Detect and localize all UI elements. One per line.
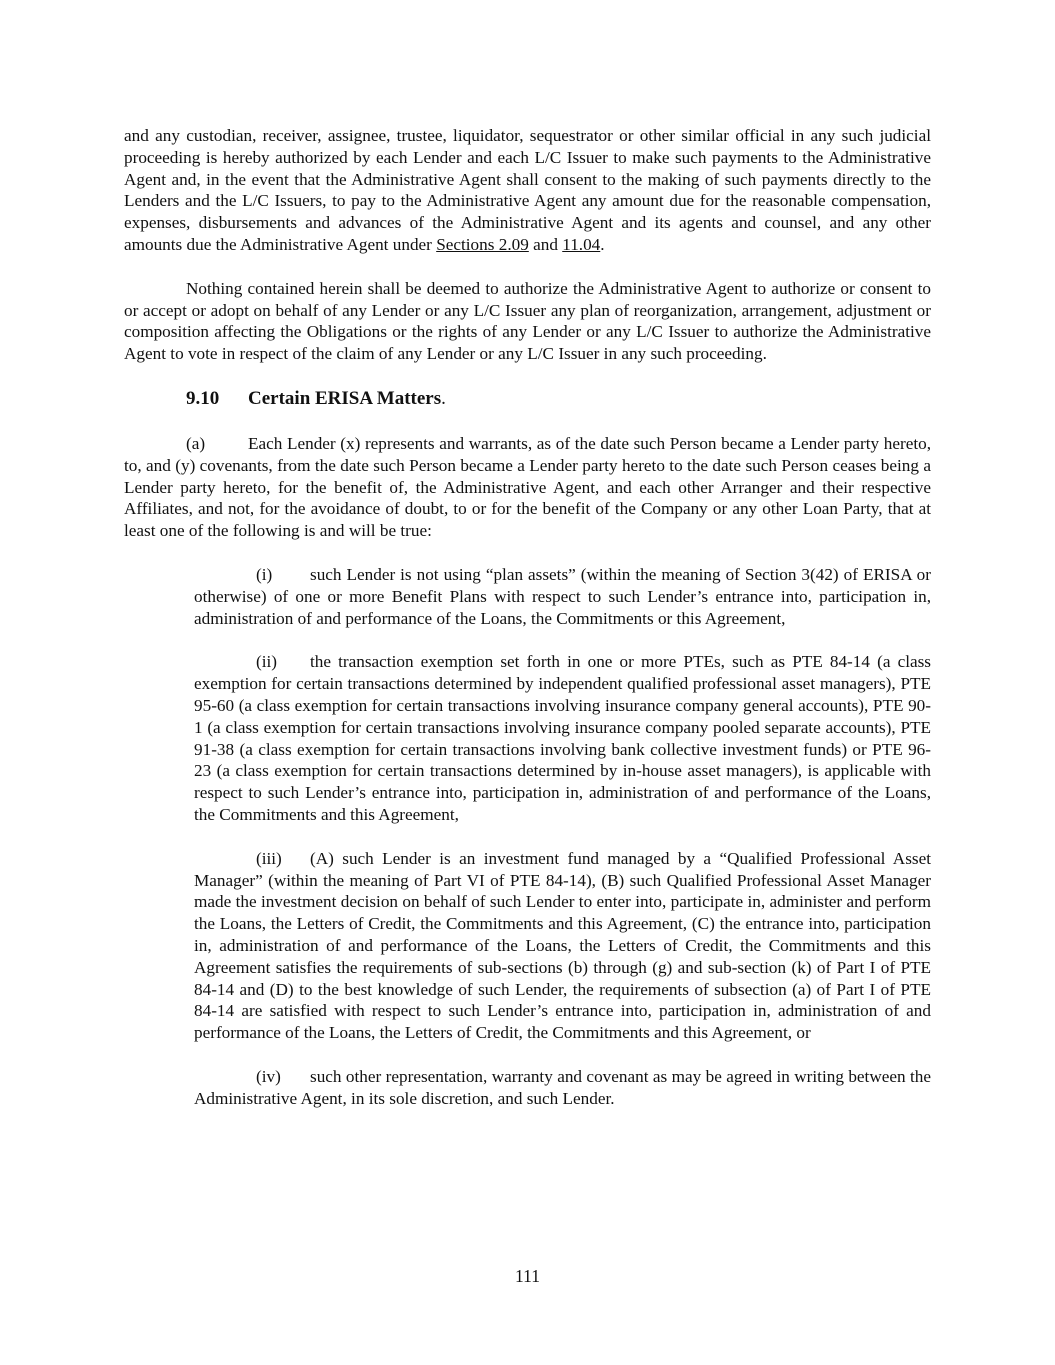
subclause-iv	[194, 1066, 931, 1110]
subclause-ii-text: the transaction exemption set forth in one or more PTEs, such as PTE 84-14 (a class exemption for certain transactions determined by independent qualified professional asset managers), PTE 95-60 (a class exemption for certain transactions involving insurance company general accounts), PTE 90-1 (a class exemption for certain transactions involving insurance company pooled separate accounts), PTE 91-38 (a class exemption for certain transactions involving bank collective investment funds) or PTE 96-23 (a class exemption for certain transactions determined by in-house asset managers), is applicable with respect to such Lender’s entrance into, participation in, administration of and performance of the Loans, the Commitments and this Agreement,	[194, 652, 931, 824]
paragraph-connector: and	[528, 234, 563, 254]
document-page	[124, 125, 931, 1109]
clause-a	[124, 433, 931, 542]
subclause-i-text: such Lender is not using “plan assets” (within the meaning of Section 3(42) of ERISA or otherwise) of one or more Benefit Plans with respect to such Lender’s entrance into, participation in, administration of and performance of the Loans, the Commitments or this Agreement,	[194, 564, 931, 628]
paragraph-continuation	[124, 125, 931, 256]
subclause-iv-label: (iv)	[256, 1066, 281, 1086]
clause-a-label: (a)	[186, 433, 206, 453]
section-number: 9.10	[186, 387, 220, 409]
section-title-period: .	[441, 387, 446, 409]
subclause-iii	[194, 848, 931, 1044]
page-number: 111	[515, 1266, 540, 1286]
subclause-i	[194, 564, 931, 629]
paragraph-continuation-text: and any custodian, receiver, assignee, trustee, liquidator, sequestrator or other similar official in any such judicial proceeding is hereby authorized by each Lender and each L/C Issuer to make such payments to the Administrative Agent and, in the event that the Administrative Agent shall consent to the making of such payments directly to the Lenders and the L/C Issuers, to pay to the Administrative Agent any amount due for the reasonable compensation, expenses, disbursements and advances of the Administrative Agent and its agents and counsel, and any other amounts due the Administrative Agent under	[124, 126, 931, 254]
subclause-iii-label: (iii)	[256, 848, 282, 868]
subclause-iii-text: (A) such Lender is an investment fund managed by a “Qualified Professional Asset Manager” (within the meaning of Part VI of PTE 84-14), (B) such Qualified Professional Asset Manager made the investment decision on behalf of such Lender to enter into, participate in, administer and perform the Loans, the Letters of Credit, the Commitments and this Agreement, (C) the entrance into, participation in, administration of and performance of the Loans, the Letters of Credit, the Commitments and this Agreement satisfies the requirements of sub-sections (b) through (g) and sub-section (k) of Part I of PTE 84-14 and (D) to the best knowledge of such Lender, the requirements of subsection (a) of Part I of PTE 84-14 are satisfied with respect to such Lender’s entrance into, participation in, administration of and performance of the Loans, the Letters of Credit, the Commitments and this Agreement, or	[194, 848, 931, 1043]
section-heading	[124, 387, 931, 411]
section-11-04-reference: 11.04	[562, 234, 601, 254]
clause-a-text: Each Lender (x) represents and warrants, as of the date such Person became a Lender party hereto, to, and (y) covenants, from the date such Person became a Lender party hereto to the date such Person ceases being a Lender party hereto, for the benefit of, the Administrative Agent, and each other Arranger and their respective Affiliates, and not, for the avoidance of doubt, to or for the benefit of the Company or any other Loan Party, that at least one of the following is and will be true:	[124, 433, 931, 541]
subclause-i-label: (i)	[256, 564, 273, 584]
paragraph-end-period: .	[600, 234, 605, 254]
subclause-ii-label: (ii)	[256, 652, 277, 672]
subclause-iv-text: such other representation, warranty and covenant as may be agreed in writing between the Administrative Agent, in its sole discretion, and such Lender.	[194, 1066, 931, 1108]
section-title: Certain ERISA Matters	[248, 387, 442, 409]
subclause-ii	[194, 651, 931, 825]
paragraph-nothing-contained: Nothing contained herein shall be deemed to authorize the Administrative Agent to authorize or consent to or accept or adopt on behalf of any Lender or any L/C Issuer any plan of reorganization, arrangement, adjustment or composition affecting the Obligations or the rights of any Lender or any L/C Issuer to authorize the Administrative Agent to vote in respect of the claim of any Lender or any L/C Issuer in any such proceeding.	[124, 278, 931, 364]
sections-2-09-reference: Sections 2.09	[436, 234, 529, 254]
